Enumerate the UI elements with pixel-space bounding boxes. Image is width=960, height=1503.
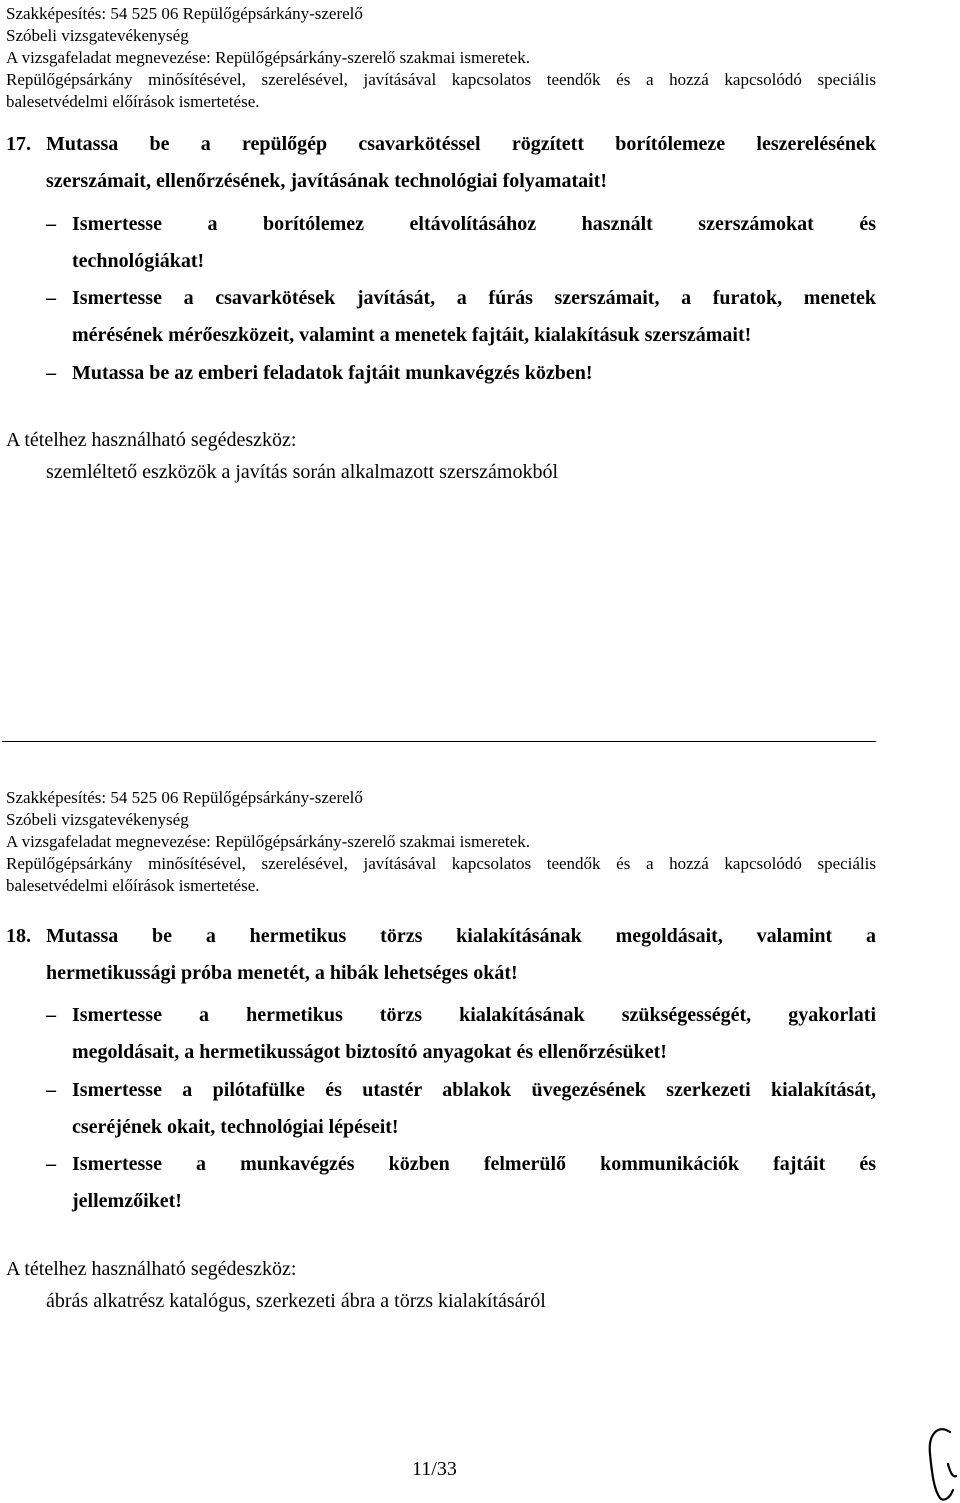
page-number: 11/33 <box>412 1458 457 1480</box>
subitem-text-line1: Ismertesse a csavarkötések javítását, a fúrás szerszámait, a furatok, menetek <box>72 287 876 309</box>
question-text-line1: Mutassa be a repülőgép csavarkötéssel rögzített borítólemeze leszerelésének <box>46 133 876 155</box>
subitem-18-3 <box>46 1146 876 1220</box>
subitem-17-1 <box>46 206 876 280</box>
subitem-text-line2: mérésének mérőeszközeit, valamint a menetek fajtáit, kialakításuk szerszámait! <box>72 324 752 346</box>
qualification-line: Szakképesítés: 54 525 06 Repülőgépsárkány-szerelő <box>6 4 363 23</box>
subitem-17-2 <box>46 280 876 354</box>
handwritten-signature <box>920 1420 960 1503</box>
aid-value: szemléltető eszközök a javítás során alkalmazott szerszámokból <box>46 461 559 483</box>
aid-value: ábrás alkatrész katalógus, szerkezeti ábra a törzs kialakításáról <box>46 1290 546 1312</box>
aid-label: A tételhez használható segédeszköz: <box>6 429 297 451</box>
dash-bullet: – <box>46 1004 56 1026</box>
exam-header <box>6 787 876 897</box>
question-text-line2: hermetikussági próba menetét, a hibák lehetséges okát! <box>46 962 518 984</box>
question-17 <box>6 126 876 200</box>
separator-line <box>2 741 876 742</box>
question-text-line2: szerszámait, ellenőrzésének, javításának technológiai folyamatait! <box>46 170 608 192</box>
task-description-line: Repülőgépsárkány minősítésével, szerelésével, javításával kapcsolatos teendők és a hozzá kapcsolódó speciális <box>6 70 876 89</box>
task-description-cont: balesetvédelmi előírások ismertetése. <box>6 92 260 111</box>
subitem-text-line1: Ismertesse a pilótafülke és utastér ablakok üvegezésének szerkezeti kialakítását, <box>72 1079 876 1101</box>
dash-bullet: – <box>46 287 56 309</box>
dash-bullet: – <box>46 362 56 384</box>
subitem-text-line1: Ismertesse a munkavégzés közben felmerülő kommunikációk fajtáit és <box>72 1153 876 1175</box>
question-text-line1: Mutassa be a hermetikus törzs kialakításának megoldásait, valamint a <box>46 925 876 947</box>
subitem-18-2 <box>46 1072 876 1146</box>
task-description-line: Repülőgépsárkány minősítésével, szerelésével, javításával kapcsolatos teendők és a hozzá kapcsolódó speciális <box>6 854 876 873</box>
question-number: 18. <box>6 925 31 947</box>
subitem-text-line1: Mutassa be az emberi feladatok fajtáit munkavégzés közben! <box>72 362 593 384</box>
subitem-18-1 <box>46 997 876 1071</box>
subitem-text-line2: jellemzőiket! <box>72 1190 182 1212</box>
exam-header <box>6 3 876 113</box>
question-number: 17. <box>6 133 31 155</box>
question-18 <box>6 918 876 992</box>
subitem-text-line2: cseréjének okait, technológiai lépéseit! <box>72 1116 399 1138</box>
subitem-text-line2: megoldásait, a hermetikusságot biztosító anyagokat és ellenőrzésüket! <box>72 1041 667 1063</box>
aid-label: A tételhez használható segédeszköz: <box>6 1258 297 1280</box>
dash-bullet: – <box>46 213 56 235</box>
activity-line: Szóbeli vizsgatevékenység <box>6 26 189 45</box>
task-name-line: A vizsgafeladat megnevezése: Repülőgépsárkány-szerelő szakmai ismeretek. <box>6 832 530 851</box>
dash-bullet: – <box>46 1153 56 1175</box>
activity-line: Szóbeli vizsgatevékenység <box>6 810 189 829</box>
subitem-17-3 <box>46 355 876 392</box>
subitem-text-line1: Ismertesse a borítólemez eltávolításához használt szerszámokat és <box>72 213 876 235</box>
subitem-text-line2: technológiákat! <box>72 250 205 272</box>
qualification-line: Szakképesítés: 54 525 06 Repülőgépsárkány-szerelő <box>6 788 363 807</box>
subitem-text-line1: Ismertesse a hermetikus törzs kialakításának szükségességét, gyakorlati <box>72 1004 876 1026</box>
task-description-cont: balesetvédelmi előírások ismertetése. <box>6 876 260 895</box>
dash-bullet: – <box>46 1079 56 1101</box>
task-name-line: A vizsgafeladat megnevezése: Repülőgépsárkány-szerelő szakmai ismeretek. <box>6 48 530 67</box>
